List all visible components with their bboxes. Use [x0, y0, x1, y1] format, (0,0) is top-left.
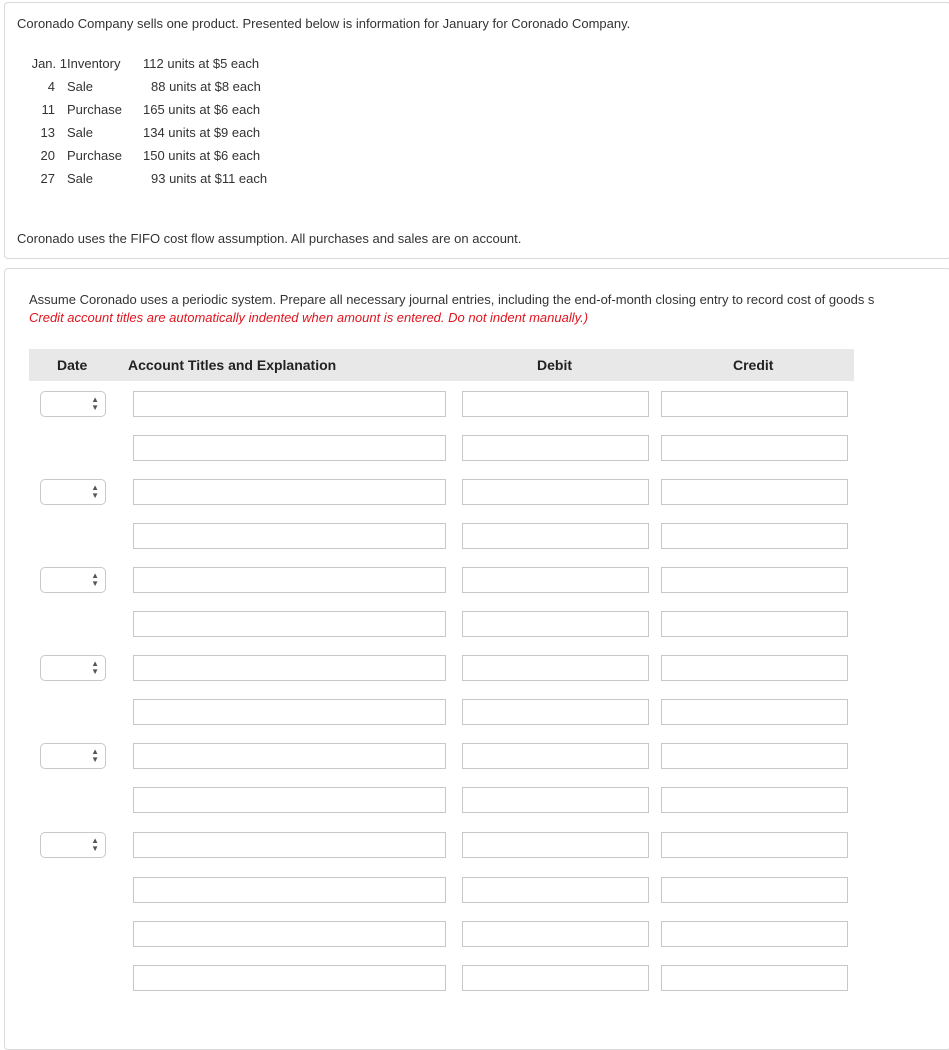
- credit-input[interactable]: [661, 523, 848, 549]
- account-title-input[interactable]: [133, 877, 446, 903]
- account-title-input[interactable]: [133, 479, 446, 505]
- debit-input[interactable]: [462, 611, 649, 637]
- transaction-date: Jan. 1: [31, 56, 67, 71]
- debit-input[interactable]: [462, 877, 649, 903]
- fifo-note: Coronado uses the FIFO cost flow assumption. All purchases and sales are on account.: [17, 231, 522, 246]
- transaction-type: Purchase: [67, 102, 122, 117]
- credit-input[interactable]: [661, 965, 848, 991]
- credit-input[interactable]: [661, 567, 848, 593]
- transaction-type: Sale: [67, 125, 94, 140]
- debit-input[interactable]: [462, 699, 649, 725]
- credit-input[interactable]: [661, 877, 848, 903]
- header-date: Date: [57, 357, 88, 373]
- debit-input[interactable]: [462, 523, 649, 549]
- date-select[interactable]: [40, 655, 106, 681]
- transaction-detail: 112 units at $5 each: [143, 56, 260, 71]
- credit-input[interactable]: [661, 787, 848, 813]
- transaction-type: Purchase: [67, 148, 122, 163]
- account-title-input[interactable]: [133, 655, 446, 681]
- account-title-input[interactable]: [133, 699, 446, 725]
- account-title-input[interactable]: [133, 832, 446, 858]
- account-title-input[interactable]: [133, 567, 446, 593]
- select-arrows-icon: ▲ ▼: [91, 747, 99, 764]
- header-account-titles: Account Titles and Explanation: [128, 357, 337, 373]
- transaction-type: Inventory: [67, 56, 121, 71]
- credit-input[interactable]: [661, 921, 848, 947]
- transaction-detail: 150 units at $6 each: [143, 148, 261, 163]
- debit-input[interactable]: [462, 965, 649, 991]
- select-arrows-icon: ▲ ▼: [91, 483, 99, 500]
- question-instruction-note: Credit account titles are automatically indented when amount is entered. Do not indent manually.): [29, 310, 589, 325]
- credit-input[interactable]: [661, 699, 848, 725]
- date-select[interactable]: [40, 479, 106, 505]
- transaction-detail: 88 units at $8 each: [151, 79, 261, 94]
- debit-input[interactable]: [462, 435, 649, 461]
- transaction-date: 4: [47, 79, 55, 94]
- debit-input[interactable]: [462, 743, 649, 769]
- account-title-input[interactable]: [133, 523, 446, 549]
- transaction-date: 20: [40, 148, 55, 163]
- debit-input[interactable]: [462, 787, 649, 813]
- debit-input[interactable]: [462, 655, 649, 681]
- question-instruction: Assume Coronado uses a periodic system. Prepare all necessary journal entries, including the end-of-month closing entry to record cost of goods s: [29, 292, 875, 307]
- transaction-date: 27: [40, 171, 55, 186]
- question-panel: [4, 268, 949, 1050]
- credit-input[interactable]: [661, 832, 848, 858]
- select-arrows-icon: ▲ ▼: [91, 836, 99, 853]
- journal-table-header: [29, 349, 854, 381]
- credit-input[interactable]: [661, 611, 848, 637]
- credit-input[interactable]: [661, 479, 848, 505]
- date-select[interactable]: [40, 567, 106, 593]
- transaction-type: Sale: [67, 79, 94, 94]
- credit-input[interactable]: [661, 435, 848, 461]
- account-title-input[interactable]: [133, 743, 446, 769]
- date-select[interactable]: [40, 743, 106, 769]
- select-arrows-icon: ▲ ▼: [91, 571, 99, 588]
- transaction-date: 11: [41, 102, 55, 117]
- header-credit: Credit: [733, 357, 774, 373]
- transaction-type: Sale: [67, 171, 94, 186]
- problem-intro: Coronado Company sells one product. Presented below is information for January for Coronado Company.: [17, 16, 631, 31]
- select-arrows-icon: ▲ ▼: [91, 659, 99, 676]
- account-title-input[interactable]: [133, 921, 446, 947]
- transaction-date: 13: [40, 125, 55, 140]
- debit-input[interactable]: [462, 567, 649, 593]
- date-select[interactable]: [40, 832, 106, 858]
- select-arrows-icon: ▲ ▼: [91, 395, 99, 412]
- debit-input[interactable]: [462, 479, 649, 505]
- transaction-detail: 134 units at $9 each: [143, 125, 261, 140]
- header-debit: Debit: [537, 357, 572, 373]
- date-select[interactable]: [40, 391, 106, 417]
- transaction-detail: 165 units at $6 each: [143, 102, 261, 117]
- account-title-input[interactable]: [133, 611, 446, 637]
- debit-input[interactable]: [462, 832, 649, 858]
- account-title-input[interactable]: [133, 391, 446, 417]
- problem-panel: [4, 2, 949, 259]
- credit-input[interactable]: [661, 655, 848, 681]
- account-title-input[interactable]: [133, 435, 446, 461]
- account-title-input[interactable]: [133, 787, 446, 813]
- debit-input[interactable]: [462, 921, 649, 947]
- account-title-input[interactable]: [133, 965, 446, 991]
- debit-input[interactable]: [462, 391, 649, 417]
- transaction-detail: 93 units at $11 each: [151, 171, 268, 186]
- credit-input[interactable]: [661, 743, 848, 769]
- credit-input[interactable]: [661, 391, 848, 417]
